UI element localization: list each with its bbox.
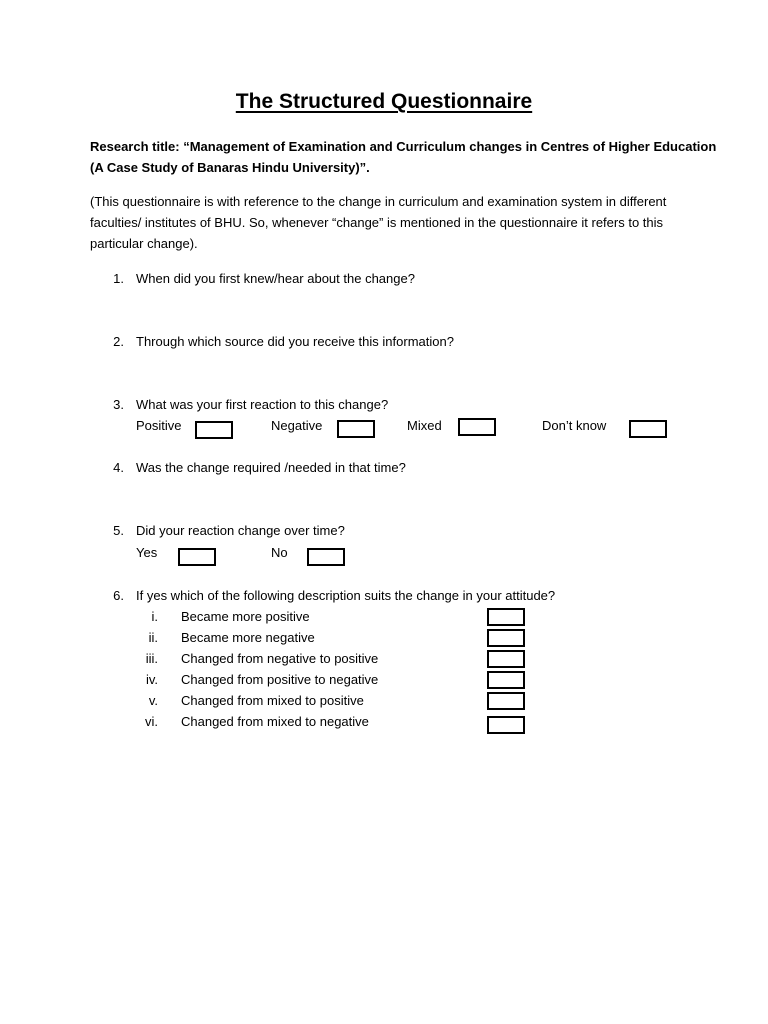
item-i-number: i.: [151, 609, 158, 624]
intro-line-2: faculties/ institutes of BHU. So, whenever “change” is mentioned in the questionnaire it refers to this: [90, 215, 664, 230]
option-mixed-label: Mixed: [407, 418, 442, 433]
question-4-number: 4.: [113, 460, 124, 475]
item-vi-text: Changed from mixed to negative: [181, 714, 369, 729]
question-5-number: 5.: [113, 523, 124, 538]
item-v-text: Changed from mixed to positive: [181, 693, 364, 708]
question-2-text: Through which source did you receive this information?: [136, 334, 454, 349]
item-i-checkbox[interactable]: [487, 608, 525, 626]
question-5-text: Did your reaction change over time?: [136, 523, 345, 538]
item-ii-checkbox[interactable]: [487, 629, 525, 647]
item-iii-checkbox[interactable]: [487, 650, 525, 668]
item-iii-number: iii.: [145, 651, 158, 666]
question-1-text: When did you first knew/hear about the change?: [136, 271, 415, 286]
question-2-number: 2.: [113, 334, 124, 349]
option-positive-checkbox[interactable]: [195, 421, 233, 439]
item-iv-text: Changed from positive to negative: [181, 672, 379, 687]
question-6-number: 6.: [113, 588, 124, 603]
intro-line-1: (This questionnaire is with reference to the change in curriculum and examination system in different: [90, 194, 667, 209]
option-mixed-checkbox[interactable]: [458, 418, 496, 436]
question-3-text: What was your first reaction to this change?: [136, 397, 389, 412]
intro-line-3: particular change).: [90, 236, 198, 251]
option-negative-checkbox[interactable]: [337, 420, 375, 438]
page-title: The Structured Questionnaire: [235, 90, 533, 113]
option-dont-know-checkbox[interactable]: [629, 420, 667, 438]
research-title-line-1: Research title: “Management of Examination and Curriculum changes in Centres of Higher Education: [90, 139, 717, 154]
item-vi-checkbox[interactable]: [487, 716, 525, 734]
item-iv-number: iv.: [145, 672, 158, 687]
item-iii-text: Changed from negative to positive: [181, 651, 379, 666]
item-ii-number: ii.: [148, 630, 158, 645]
option-dont-know-label: Don’t know: [542, 418, 607, 433]
question-1-number: 1.: [113, 271, 124, 286]
question-3-number: 3.: [113, 397, 124, 412]
item-vi-number: vi.: [145, 714, 158, 729]
item-iv-checkbox[interactable]: [487, 671, 525, 689]
item-v-checkbox[interactable]: [487, 692, 525, 710]
option-no-checkbox[interactable]: [307, 548, 345, 566]
option-negative-label: Negative: [271, 418, 323, 433]
item-i-text: Became more positive: [181, 609, 310, 624]
option-positive-label: Positive: [136, 418, 182, 433]
option-yes-label: Yes: [136, 545, 158, 560]
option-no-label: No: [271, 545, 288, 560]
question-6-text: If yes which of the following description suits the change in your attitude?: [136, 588, 556, 603]
item-v-number: v.: [148, 693, 158, 708]
option-yes-checkbox[interactable]: [178, 548, 216, 566]
question-4-text: Was the change required /needed in that time?: [136, 460, 406, 475]
item-ii-text: Became more negative: [181, 630, 315, 645]
research-title-line-2: (A Case Study of Banaras Hindu University)”.: [90, 160, 370, 175]
